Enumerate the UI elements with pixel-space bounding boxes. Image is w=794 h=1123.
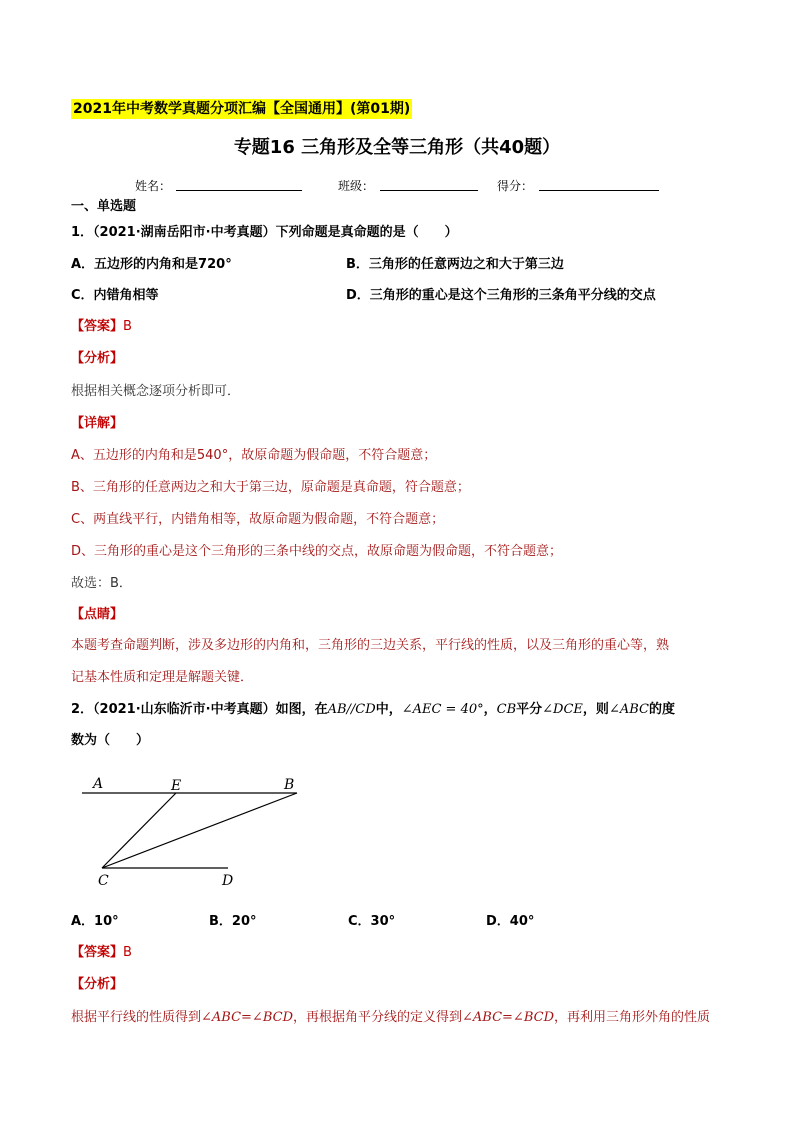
q1-detail-c: C、两直线平行，内错角相等，故原命题为假命题，不符合题意；: [71, 512, 445, 527]
q2-angle-dce: ∠DCE: [542, 702, 583, 717]
q1-answer: [71, 317, 132, 337]
q2-answer-value: B: [123, 945, 132, 960]
label-c: C: [98, 873, 109, 889]
q1-detail-b: B、三角形的任意两边之和大于第三边，原命题是真命题，符合题意；: [71, 480, 470, 495]
q1-detail-d: D、三角形的重心是这个三角形的三条中线的交点，故原命题为假命题，不符合题意；: [71, 544, 563, 559]
document-title: 专题16 三角形及全等三角形（共40题）: [233, 137, 561, 158]
q1-analysis: 根据相关概念逐项分析即可．: [71, 384, 241, 399]
label-b: B: [284, 777, 295, 793]
q2-stem-line-2: 数为（ ）: [71, 733, 150, 748]
q2-angle-abc: ∠ABC: [608, 702, 649, 717]
q2-option-b[interactable]: B．20°: [209, 914, 257, 929]
q1-comment-line-1: 本题考查命题判断，涉及多边形的内角和，三角形的三边关系，平行线的性质，以及三角形的重心等，熟: [71, 638, 670, 653]
q2-analysis: 根据平行线的性质得到∠ABC=∠BCD，再根据角平分线的定义得到∠ABC=∠BCD，再利用三角形外角的性质: [71, 1010, 711, 1025]
name-label: 姓名：: [135, 179, 172, 193]
q1-option-b[interactable]: B．三角形的任意两边之和大于第三边: [346, 257, 564, 272]
q2-option-d[interactable]: D．40°: [486, 914, 535, 929]
label-d: D: [222, 873, 234, 889]
q2-ab-cd: AB//CD: [327, 702, 376, 717]
section-heading: 一、单选题: [71, 199, 137, 214]
label-a: A: [93, 776, 104, 792]
q2-eq-1: ∠ABC=∠BCD: [201, 1010, 293, 1025]
q1-answer-tag: 【答案】: [71, 319, 124, 334]
q1-option-a[interactable]: A．五边形的内角和是720°: [71, 257, 232, 272]
q2-angle-aec: ∠AEC = 40°: [401, 702, 484, 717]
q1-option-c[interactable]: C．内错角相等: [71, 288, 159, 303]
series-title: 2021年中考数学真题分项汇编【全国通用】(第01期): [73, 101, 411, 117]
q2-option-a[interactable]: A．10°: [71, 914, 119, 929]
line-ce: [102, 793, 176, 868]
q1-option-d[interactable]: D．三角形的重心是这个三角形的三条角平分线的交点: [346, 288, 656, 303]
q2-cb: CB: [496, 702, 517, 717]
line-cb: [102, 793, 297, 868]
q1-comment-tag: 【点睛】: [71, 607, 124, 622]
class-label: 班级：: [338, 179, 375, 193]
q2-answer-tag: 【答案】: [71, 945, 124, 960]
q1-detail-tag: 【详解】: [71, 416, 124, 431]
label-e: E: [171, 778, 182, 794]
q1-stem: 1．（2021·湖南岳阳市·中考真题）下列命题是真命题的是（ ）: [71, 225, 458, 240]
q2-figure: [70, 770, 310, 890]
q1-analysis-tag: 【分析】: [71, 351, 124, 366]
score-label: 得分：: [497, 179, 534, 193]
class-field[interactable]: [380, 190, 478, 191]
q2-answer: [71, 943, 132, 963]
q1-choose: 故选：B．: [71, 576, 132, 591]
q1-comment-line-2: 记基本性质和定理是解题关键．: [71, 670, 254, 685]
q2-stem: 2．（2021·山东临沂市·中考真题）如图，在AB//CD中，∠AEC = 40°，CB平分∠DCE，则∠ABC的度: [71, 702, 675, 717]
q1-detail-a: A、五边形的内角和是540°，故原命题为假命题，不符合题意；: [71, 448, 437, 463]
q2-analysis-tag: 【分析】: [71, 977, 124, 992]
name-field[interactable]: [176, 190, 302, 191]
q2-option-c[interactable]: C．30°: [348, 914, 396, 929]
q1-answer-value: B: [123, 319, 132, 334]
q2-eq-2: ∠ABC=∠BCD: [462, 1010, 554, 1025]
score-field[interactable]: [539, 190, 659, 191]
